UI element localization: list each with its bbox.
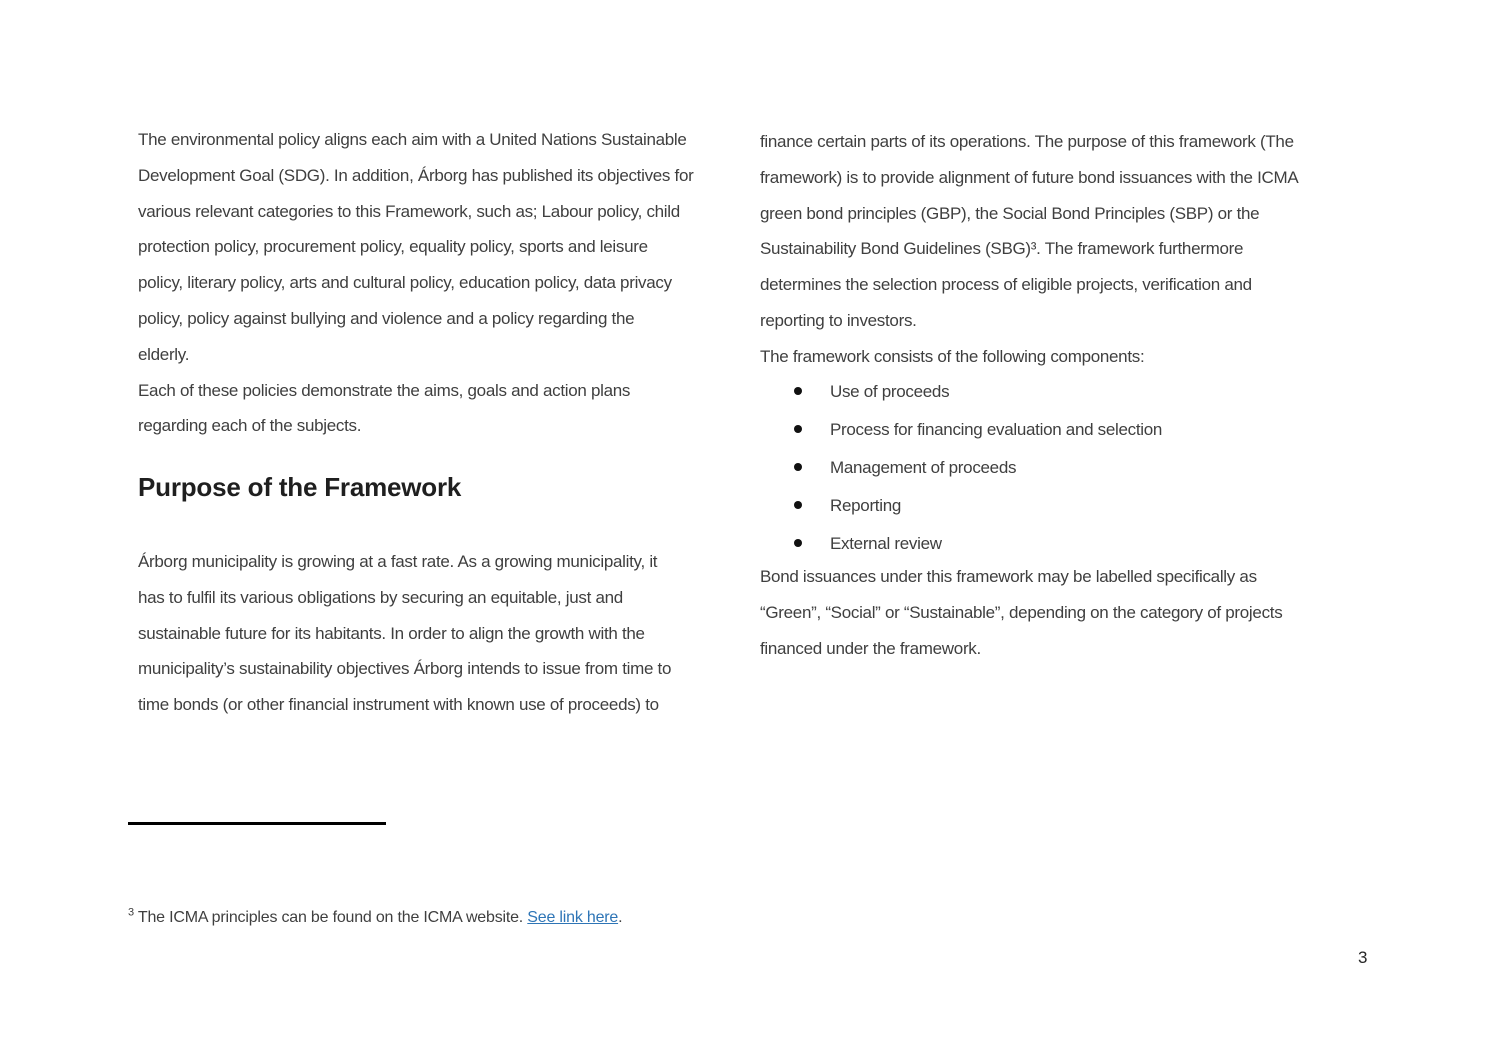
text-line: green bond principles (GBP), the Social Bond Principles (SBP) or the <box>760 203 1260 223</box>
paragraph-arborg-growing <box>138 544 671 723</box>
list-item-label: Management of proceeds <box>830 458 1017 477</box>
text-line: The environmental policy aligns each aim with a United Nations Sustainable <box>138 130 687 149</box>
text-line: policy, policy against bullying and violence and a policy regarding the <box>138 308 635 328</box>
paragraph-policies-demonstrate <box>138 373 694 445</box>
paragraph-environmental-policy <box>138 122 694 373</box>
text-line: “Green”, “Social” or “Sustainable”, depending on the category of projects <box>760 603 1283 623</box>
text-line: various relevant categories to this Framework, such as; Labour policy, child <box>138 201 680 221</box>
list-item <box>760 449 1162 487</box>
footnote-text-after: . <box>618 909 623 926</box>
footnote-text: The ICMA principles can be found on the ICMA website. <box>133 909 528 926</box>
footnote-link[interactable]: See link here <box>527 909 619 926</box>
bullet-icon <box>794 425 802 433</box>
text-line: municipality’s sustainability objectives Árborg intends to issue from time to <box>138 659 672 679</box>
bullet-icon <box>794 501 802 509</box>
framework-components-list <box>760 373 1162 563</box>
text-line: policy, literary policy, arts and cultural policy, education policy, data privacy <box>138 273 672 293</box>
page-number: 3 <box>1358 948 1368 967</box>
footnote-marker: 3 <box>128 906 134 919</box>
text-line: Bond issuances under this framework may be labelled specifically as <box>760 567 1257 586</box>
text-line: Árborg municipality is growing at a fast rate. As a growing municipality, it <box>138 552 658 571</box>
bullet-icon <box>794 539 802 547</box>
text-line: elderly. <box>138 344 190 364</box>
text-line: Development Goal (SDG). In addition, Árborg has published its objectives for <box>138 165 694 185</box>
text-line: framework) is to provide alignment of future bond issuances with the ICMA <box>760 167 1299 187</box>
list-item-label: External review <box>830 534 942 553</box>
bullet-icon <box>794 463 802 471</box>
text-line: Each of these policies demonstrate the aims, goals and action plans <box>138 380 631 400</box>
list-item-label: Process for financing evaluation and selection <box>830 420 1163 439</box>
text-line: financed under the framework. <box>760 639 981 659</box>
text-line: Sustainability Bond Guidelines (SBG)³. The framework furthermore <box>760 239 1244 259</box>
text-line: reporting to investors. <box>760 310 917 330</box>
list-item <box>760 487 1162 525</box>
text-line: sustainable future for its habitants. In order to align the growth with the <box>138 623 645 643</box>
list-item <box>760 525 1162 563</box>
text-line: time bonds (or other financial instrument with known use of proceeds) to <box>138 695 659 715</box>
left-column-paragraph-group <box>138 122 694 444</box>
list-item <box>760 411 1162 449</box>
footnote-separator-rule <box>128 822 386 825</box>
text-line: regarding each of the subjects. <box>138 416 362 436</box>
paragraph-bond-issuances <box>760 559 1282 668</box>
text-line: determines the selection process of eligible projects, verification and <box>760 275 1252 295</box>
text-line: finance certain parts of its operations. The purpose of this framework (The <box>760 132 1294 151</box>
list-item-label: Reporting <box>830 496 902 515</box>
text-line: has to fulfil its various obligations by securing an equitable, just and <box>138 587 623 607</box>
list-item <box>760 373 1162 411</box>
bullet-icon <box>794 387 802 395</box>
right-column-paragraph-group <box>760 124 1298 375</box>
text-line: protection policy, procurement policy, equality policy, sports and leisure <box>138 237 648 257</box>
list-item-label: Use of proceeds <box>830 382 950 401</box>
paragraph-finance-operations <box>760 124 1298 339</box>
section-heading-purpose-of-framework: Purpose of the Framework <box>138 472 462 502</box>
components-intro-line: The framework consists of the following components: <box>760 346 1145 366</box>
footnote <box>128 906 622 930</box>
